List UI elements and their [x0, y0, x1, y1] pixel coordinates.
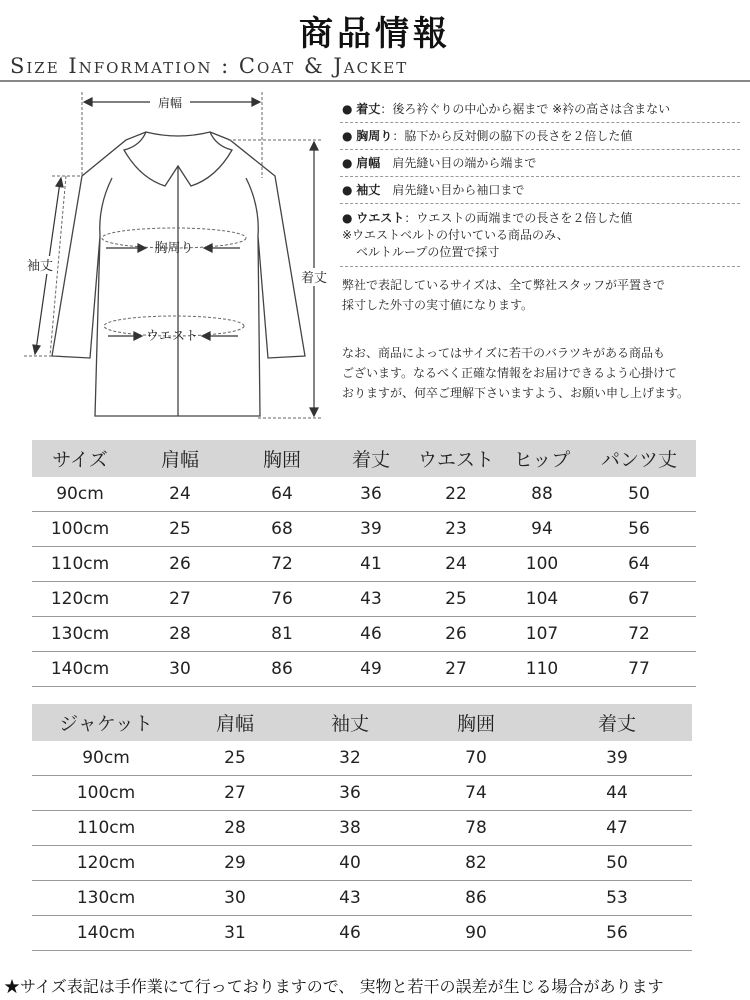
table-row: [32, 512, 696, 547]
table-cell: 27: [410, 652, 502, 687]
table-cell: 50: [582, 477, 696, 512]
table-cell: 56: [582, 512, 696, 547]
jacket-size-table: [32, 704, 692, 951]
table-row: [32, 881, 692, 916]
table-cell: 24: [410, 547, 502, 582]
table-cell: 78: [410, 811, 542, 846]
label-length: 着丈: [300, 271, 328, 286]
coat-size-table: [32, 440, 696, 687]
table-cell: 23: [410, 512, 502, 547]
table-cell: 90: [410, 916, 542, 951]
table-cell: 120cm: [32, 846, 180, 881]
measurement-method-paragraph: 弊社で表記しているサイズは、全て弊社スタッフが平置きで 採寸した外寸の実寸値になります。: [342, 278, 666, 312]
table-cell: 36: [332, 477, 410, 512]
table-cell: 46: [290, 916, 410, 951]
table-cell: 26: [128, 547, 232, 582]
table-cell: 110: [502, 652, 582, 687]
table-cell: 39: [542, 741, 692, 776]
table-cell: 28: [128, 617, 232, 652]
table-cell: 130cm: [32, 617, 128, 652]
coat-measurement-diagram: [0, 86, 340, 436]
note-waist: ● ウエスト：ウエストの両端までの長さを２倍した値 ※ウエストベルトの付いている商品のみ、 ベルトループの位置で採寸: [340, 204, 740, 267]
col-header: ウエスト: [410, 440, 502, 477]
table-cell: 64: [582, 547, 696, 582]
col-header: 着丈: [542, 704, 692, 741]
table-cell: 25: [180, 741, 290, 776]
table-row: [32, 811, 692, 846]
table-header-row: [32, 440, 696, 477]
label-waist: ウエスト: [145, 329, 199, 344]
table-cell: 110cm: [32, 811, 180, 846]
table-row: [32, 916, 692, 951]
table-cell: 43: [290, 881, 410, 916]
col-header: サイズ: [32, 440, 128, 477]
label-sleeve: 袖丈: [26, 259, 54, 274]
table-cell: 86: [232, 652, 332, 687]
table-row: [32, 741, 692, 776]
table-cell: 32: [290, 741, 410, 776]
table-cell: 81: [232, 617, 332, 652]
table-cell: 140cm: [32, 916, 180, 951]
table-cell: 40: [290, 846, 410, 881]
table-cell: 25: [128, 512, 232, 547]
col-header: 袖丈: [290, 704, 410, 741]
table-cell: 76: [232, 582, 332, 617]
table-cell: 67: [582, 582, 696, 617]
col-header: パンツ丈: [582, 440, 696, 477]
table-row: [32, 547, 696, 582]
table-cell: 26: [410, 617, 502, 652]
table-cell: 46: [332, 617, 410, 652]
table-cell: 64: [232, 477, 332, 512]
table-cell: 82: [410, 846, 542, 881]
measurement-notes: [340, 96, 740, 403]
table-cell: 68: [232, 512, 332, 547]
table-cell: 70: [410, 741, 542, 776]
table-header-row: [32, 704, 692, 741]
table-cell: 47: [542, 811, 692, 846]
table-cell: 88: [502, 477, 582, 512]
table-cell: 72: [232, 547, 332, 582]
table-cell: 49: [332, 652, 410, 687]
table-cell: 120cm: [32, 582, 128, 617]
table-row: [32, 582, 696, 617]
table-cell: 94: [502, 512, 582, 547]
table-row: [32, 846, 692, 881]
note-sleeve: ● 袖丈 肩先縫い目から袖口まで: [340, 177, 740, 204]
note-shoulder: ● 肩幅 肩先縫い目の端から端まで: [340, 150, 740, 177]
table-cell: 74: [410, 776, 542, 811]
col-header: 胸囲: [410, 704, 542, 741]
label-chest: 胸周り: [154, 241, 194, 256]
table-cell: 24: [128, 477, 232, 512]
note-length: ● 着丈：後ろ衿ぐりの中心から裾まで ※衿の高さは含まない: [340, 96, 740, 123]
col-header: 肩幅: [128, 440, 232, 477]
table-cell: 100cm: [32, 512, 128, 547]
footer-disclaimer: ★サイズ表記は手作業にて行っておりますので、 実物と若干の誤差が生じる場合があります: [4, 977, 664, 996]
table-cell: 41: [332, 547, 410, 582]
table-cell: 50: [542, 846, 692, 881]
table-cell: 100cm: [32, 776, 180, 811]
table-cell: 29: [180, 846, 290, 881]
table-cell: 77: [582, 652, 696, 687]
col-header: ジャケット: [32, 704, 180, 741]
table-cell: 104: [502, 582, 582, 617]
table-cell: 27: [128, 582, 232, 617]
table-cell: 30: [128, 652, 232, 687]
table-cell: 86: [410, 881, 542, 916]
table-cell: 100: [502, 547, 582, 582]
table-cell: 53: [542, 881, 692, 916]
label-shoulder: 肩幅: [157, 96, 183, 110]
table-row: [32, 652, 696, 687]
table-cell: 39: [332, 512, 410, 547]
subtitle-divider: [0, 80, 750, 82]
table-cell: 31: [180, 916, 290, 951]
table-cell: 90cm: [32, 741, 180, 776]
table-cell: 110cm: [32, 547, 128, 582]
table-cell: 140cm: [32, 652, 128, 687]
table-row: [32, 776, 692, 811]
variance-disclaimer-paragraph: なお、商品によってはサイズに若干のバラツキがある商品も ございます。なるべく正確な情報をお届けできるよう心掛けて おりますが、何卒ご理解下さいますよう、お願い申し上げます。: [342, 346, 690, 400]
col-header: 着丈: [332, 440, 410, 477]
col-header: ヒップ: [502, 440, 582, 477]
note-chest: ● 胸周り：脇下から反対側の脇下の長さを２倍した値: [340, 123, 740, 150]
table-row: [32, 617, 696, 652]
table-cell: 56: [542, 916, 692, 951]
col-header: 肩幅: [180, 704, 290, 741]
table-cell: 107: [502, 617, 582, 652]
table-cell: 30: [180, 881, 290, 916]
page-title: 商品情報: [299, 14, 451, 54]
table-cell: 22: [410, 477, 502, 512]
table-cell: 36: [290, 776, 410, 811]
table-cell: 25: [410, 582, 502, 617]
table-cell: 72: [582, 617, 696, 652]
col-header: 胸囲: [232, 440, 332, 477]
table-cell: 28: [180, 811, 290, 846]
table-cell: 44: [542, 776, 692, 811]
page-subtitle: Size Information : Coat & Jacket: [10, 54, 409, 78]
table-cell: 90cm: [32, 477, 128, 512]
table-cell: 130cm: [32, 881, 180, 916]
table-row: [32, 477, 696, 512]
table-cell: 43: [332, 582, 410, 617]
table-cell: 38: [290, 811, 410, 846]
table-cell: 27: [180, 776, 290, 811]
